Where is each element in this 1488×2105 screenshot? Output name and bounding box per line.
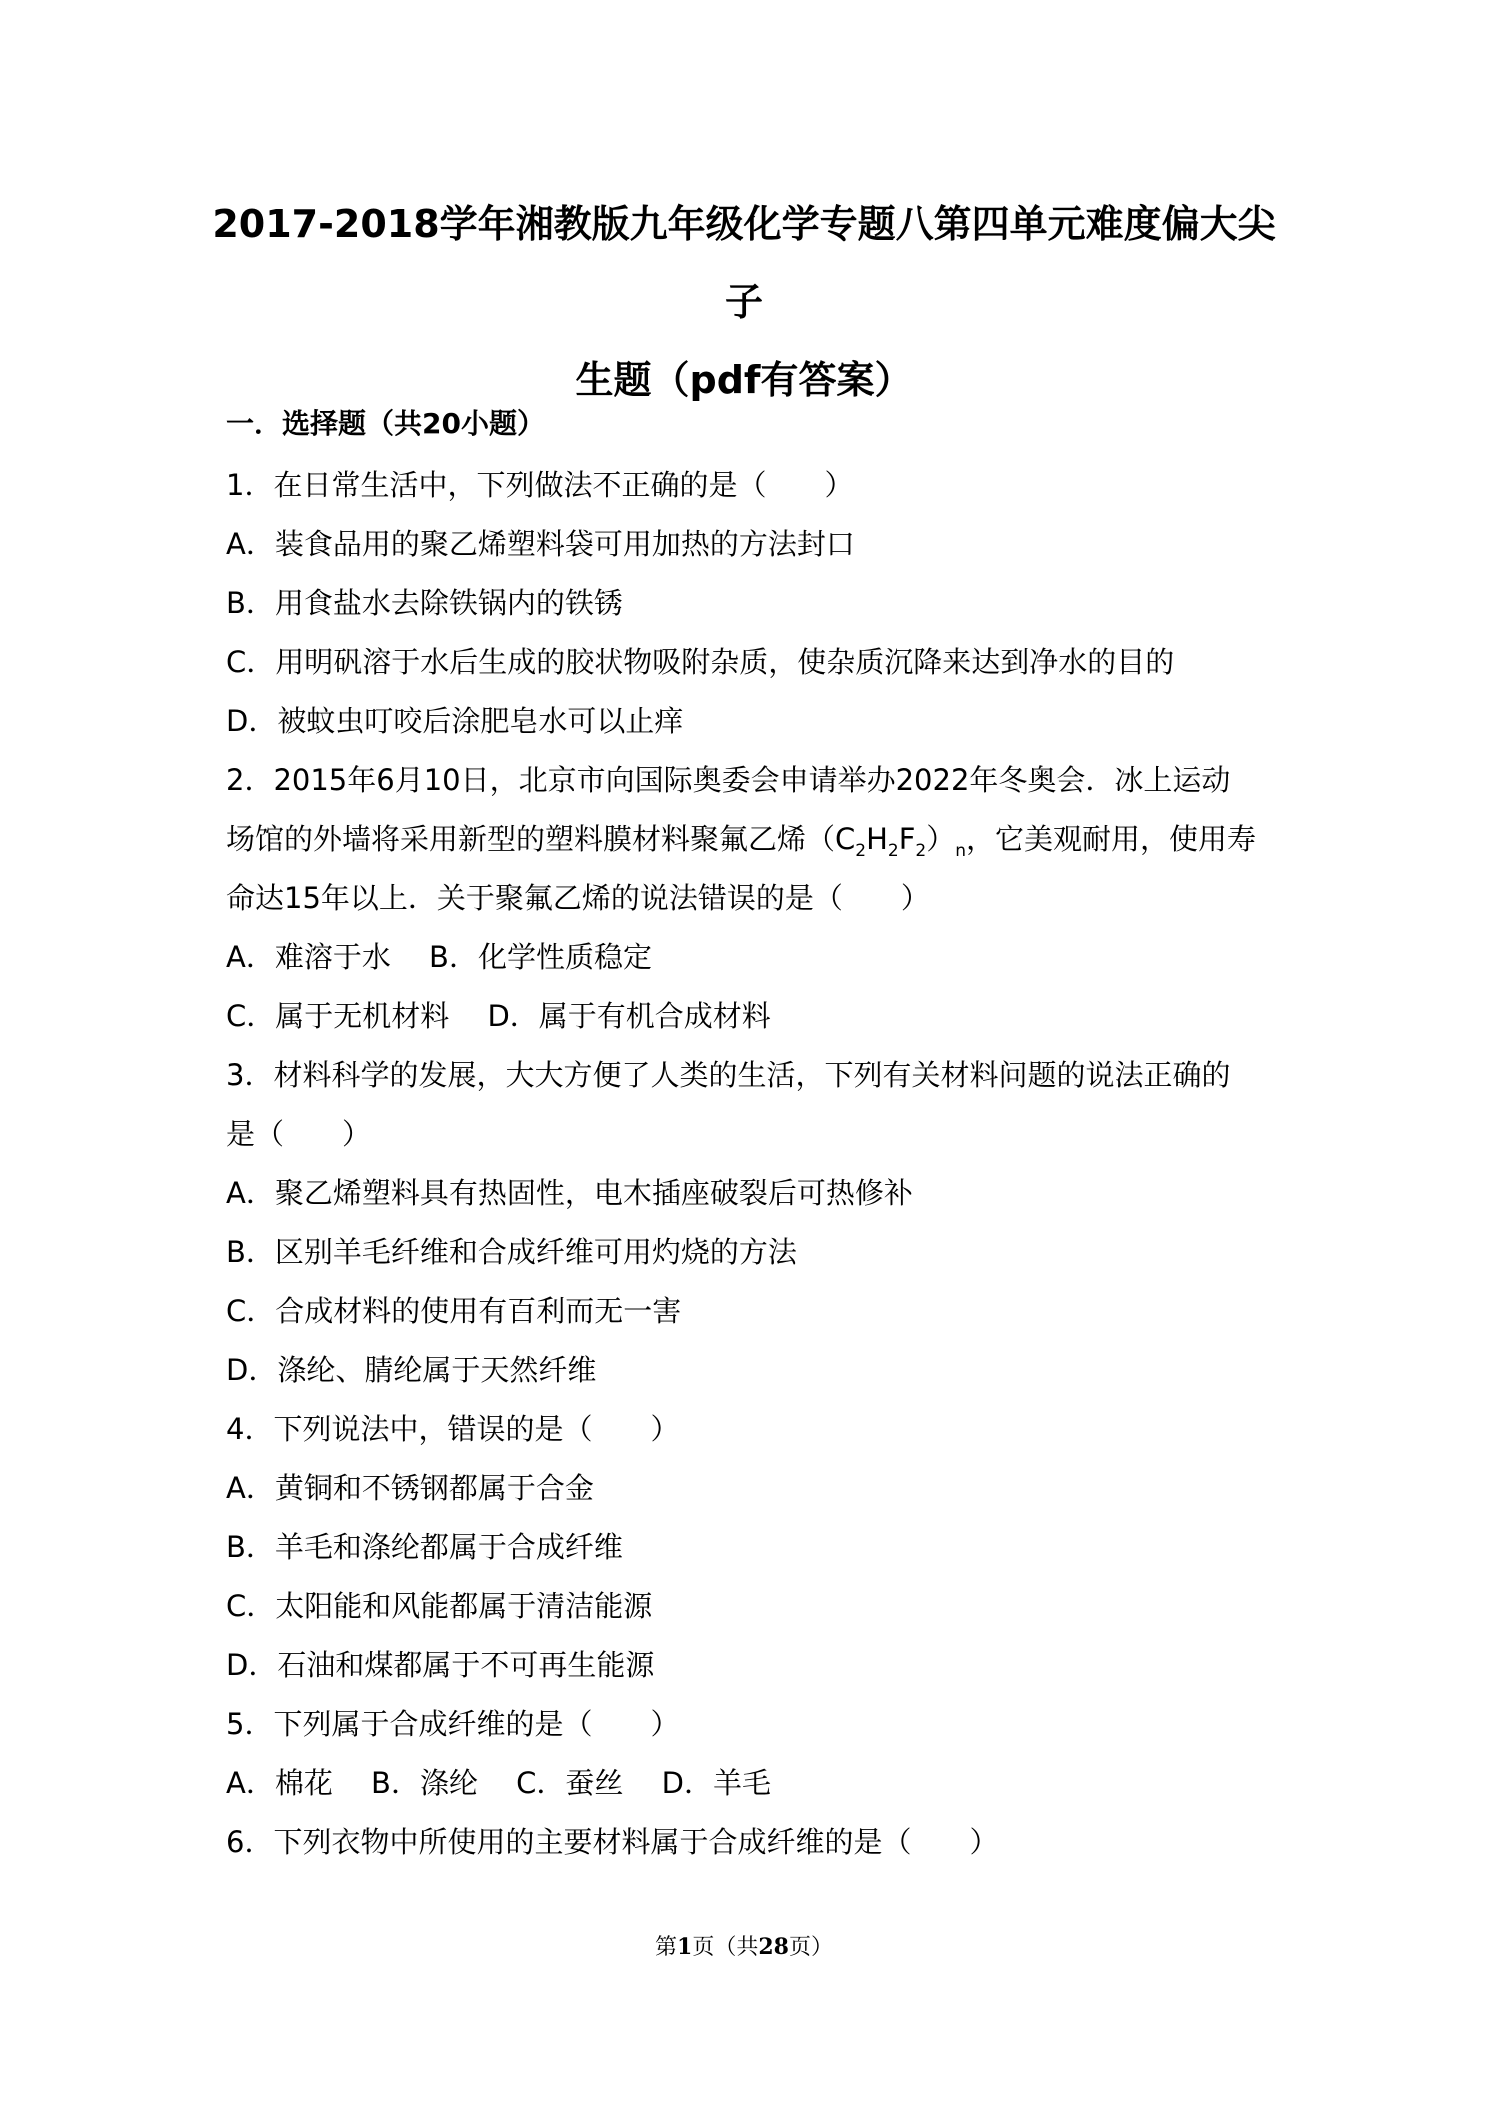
formula-sub-1: 2: [855, 840, 867, 861]
question-1-option-a: A．装食品用的聚乙烯塑料袋可用加热的方法封口: [226, 527, 855, 561]
question-3-stem-line-2: 是（ ）: [226, 1117, 372, 1151]
title-line-2: 生题（pdf有答案）: [575, 358, 913, 402]
title-line-1: 2017-2018学年湘教版九年级化学专题八第四单元难度偏大尖子: [212, 202, 1276, 324]
formula-sub-3: 2: [915, 840, 927, 861]
question-2-stem-line-3: 命达15年以上．关于聚氟乙烯的说法错误的是（ ）: [226, 881, 930, 915]
formula-h: H: [866, 822, 888, 856]
question-2-options-cd: C．属于无机材料 D．属于有机合成材料: [226, 999, 771, 1033]
footer-prefix: 第: [655, 1935, 678, 1960]
question-5-stem: 5．下列属于合成纤维的是（ ）: [226, 1707, 680, 1741]
footer-suffix: 页）: [788, 1935, 833, 1960]
question-2-stem-line-1: 2．2015年6月10日，北京市向国际奥委会申请举办2022年冬奥会．冰上运动: [226, 763, 1231, 797]
question-4-option-b: B．羊毛和涤纶都属于合成纤维: [226, 1530, 623, 1564]
question-5-options: A．棉花 B．涤纶 C．蚕丝 D．羊毛: [226, 1766, 771, 1800]
question-1-stem: 1．在日常生活中，下列做法不正确的是（ ）: [226, 468, 854, 502]
question-2-text-tail: ，它美观耐用，使用寿: [966, 822, 1257, 856]
question-2-options-ab: A．难溶于水 B．化学性质稳定: [226, 940, 652, 974]
question-3-stem-line-1: 3．材料科学的发展，大大方便了人类的生活，下列有关材料问题的说法正确的: [226, 1058, 1231, 1092]
formula-sub-2: 2: [887, 840, 899, 861]
question-4-stem: 4．下列说法中，错误的是（ ）: [226, 1412, 680, 1446]
question-2-stem-line-2: [226, 810, 1276, 869]
page-footer: [0, 1932, 1488, 1963]
footer-page-number: 1: [677, 1934, 693, 1960]
question-3-option-c: C．合成材料的使用有百利而无一害: [226, 1294, 682, 1328]
question-1-option-b: B．用食盐水去除铁锅内的铁锈: [226, 586, 623, 620]
question-3-option-a: A．聚乙烯塑料具有热固性，电木插座破裂后可热修补: [226, 1176, 913, 1210]
formula-close: ）: [926, 822, 956, 856]
question-3-option-b: B．区别羊毛纤维和合成纤维可用灼烧的方法: [226, 1235, 797, 1269]
document-title: [200, 185, 1288, 419]
question-1-option-c: C．用明矾溶于水后生成的胶状物吸附杂质，使杂质沉降来达到净水的目的: [226, 645, 1175, 679]
question-4-option-a: A．黄铜和不锈钢都属于合金: [226, 1471, 594, 1505]
section-heading: 一．选择题（共20小题）: [226, 407, 545, 440]
footer-middle: 页（共: [692, 1935, 759, 1960]
question-4-option-d: D．石油和煤都属于不可再生能源: [226, 1648, 655, 1682]
question-list: [226, 456, 1276, 1872]
question-6-stem: 6．下列衣物中所使用的主要材料属于合成纤维的是（ ）: [226, 1825, 999, 1859]
formula-f: F: [898, 822, 916, 856]
question-4-option-c: C．太阳能和风能都属于清洁能源: [226, 1589, 653, 1623]
question-3-option-d: D．涤纶、腈纶属于天然纤维: [226, 1353, 597, 1387]
footer-total-pages: 28: [758, 1934, 789, 1960]
formula-sub-n: n: [955, 840, 967, 861]
question-2-text-lead: 场馆的外墙将采用新型的塑料膜材料聚氟乙烯（C: [226, 822, 856, 856]
question-1-option-d: D．被蚊虫叮咬后涂肥皂水可以止痒: [226, 704, 684, 738]
